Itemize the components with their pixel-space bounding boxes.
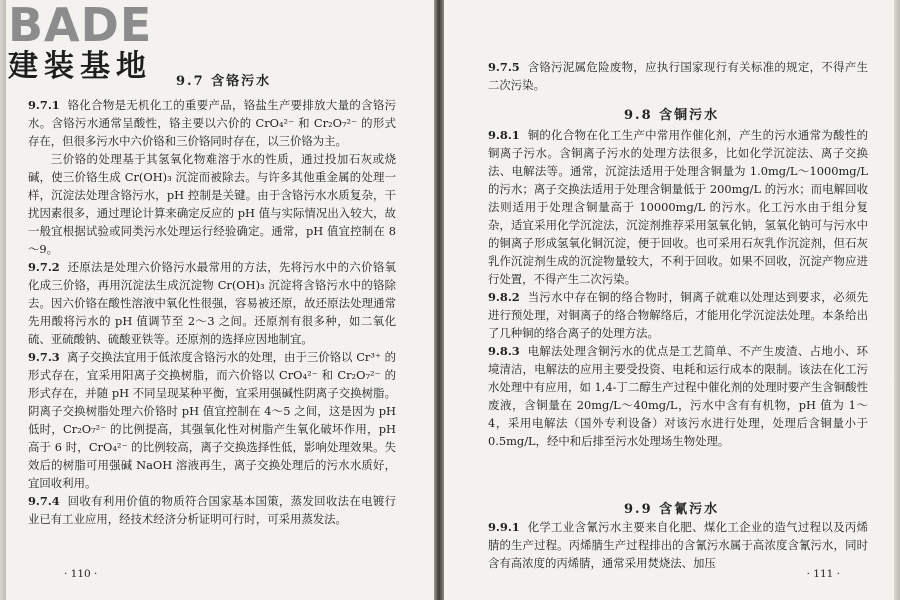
right-top-text [488, 58, 868, 94]
paragraph-9-8-3: 9.8.3 电解法处理含铜污水的优点是工艺简单、不产生废渣、占地小、环境清洁，电解法的应用主要受投资、电耗和运行成本的限制。该法在化工污水处理中有应用，如 1,4-丁二醇生产过程中催化剂的处理时要产生含铜酸性废液，含铜量在 20mg/L～40mg/L，污水中含有有机物，pH 值为 1～4，采用电解法（国外专利设备）对该污水进行处理，处理后含铜量小于 0.5mg/L，经中和后排至污水处理场生物处理。 [488, 344, 868, 448]
paragraph-9-7-1: 9.7.1 铬化合物是无机化工的重要产品，铬盐生产要排放大量的含铬污水。含铬污水通常呈酸性，铬主要以六价的 CrO₄²⁻ 和 Cr₂O₇²⁻ 的形式存在，但很多污水中六价铬和三价铬同时存在，以三价铬为主。 [28, 98, 396, 148]
paragraph-trivalent-chromium: 三价铬的处理基于其氢氧化物难溶于水的性质，通过投加石灰或烧碱，使三价铬生成 Cr(OH)₃ 沉淀而被除去。与许多其他重金属的处理一样，沉淀法处理含铬污水，pH 控制是关键。由于含铬污水水质复杂，干扰因素很多，通过理论计算来确定反应的 pH 值与实际情况出入较大，故一般宜根据试验或同类污水处理运行经验确定。通常，pH 值宜控制在 8～9。 [28, 152, 396, 256]
section-heading-9-8: 9.8 含铜污水 [624, 108, 720, 123]
section-heading-9-7: 9.7 含铬污水 [176, 74, 272, 89]
brand-watermark [8, 2, 152, 84]
page-edge [0, 0, 6, 600]
paragraph-9-7-3: 9.7.3 离子交换法宜用于低浓度含铬污水的处理，由于三价铬以 Cr³⁺ 的形式存在，宜采用阳离子交换树脂，而六价铬以 CrO₄²⁻ 和 Cr₂O₇²⁻ 的形式存在，并随 pH 不同呈现某种平衡，宜采用强碱性阴离子交换树脂。阴离子交换树脂处理六价铬时 pH 值宜控制在 4～5 之间，这是因为 pH 低时，Cr₂O₇²⁻ 的比例提高，其强氧化性对树脂产生氧化破坏作用，pH 高于 6 时，CrO₄²⁻ 的比例较高，离子交换选择性低，影响处理效果。失效后的树脂可用强碱 NaOH 溶液再生，离子交换处理后的污水水质好，宜回收利用。 [28, 350, 396, 490]
paragraph-9-8-1: 9.8.1 铜的化合物在化工生产中常用作催化剂，产生的污水通常为酸性的铜离子污水。含铜离子污水的处理方法很多，比如化学沉淀法、离子交换法、电解法等。通常，沉淀法适用于处理含铜量为 1.0mg/L～1000mg/L 的污水；离子交换法适用于处理含铜量低于 200mg/L 的污水；而电解回收法则适用于处理含铜量高于 10000mg/L 的污水。化工污水由于组分复杂，适宜采用化学沉淀法，沉淀剂推荐采用氢氧化钠，氢氧化钠可与污水中的铜离子形成氢氧化铜沉淀，便于回收。也可采用石灰乳作沉淀剂，但石灰乳作沉淀剂生成的沉淀物量较大，不利于回收。如果不回收，沉淀产物应进行处置，不得产生二次污染。 [488, 128, 868, 286]
paragraph-9-7-4: 9.7.4 回收有利用价值的物质符合国家基本国策，蒸发回收法在电镀行业已有工业应用，经技术经济分析证明可行时，可采用蒸发法。 [28, 494, 396, 526]
brand-logo-cn: 建装基地 [8, 49, 152, 84]
page-edge [894, 0, 900, 600]
brand-logo-en: BADE [8, 0, 153, 52]
paragraph-9-7-2: 9.7.2 还原法是处理六价铬污水最常用的方法，先将污水中的六价铬氧化成三价铬，再用沉淀法生成沉淀物 Cr(OH)₃ 沉淀将含铬污水中的铬除去。因六价铬在酸性溶液中氧化性很强，容易被还原，故还原法处理通常先用酸将污水的 pH 值调节至 2～3 之间。还原剂有很多种，如二氧化硫、亚硫酸钠、硫酸亚铁等。还原剂的选择应因地制宜。 [28, 260, 396, 346]
page-number-right: · 111 · [806, 568, 840, 580]
book-gutter [434, 0, 444, 600]
right-body-text-cyanide [488, 518, 868, 572]
right-body-text-copper [488, 126, 868, 450]
left-page [0, 0, 434, 600]
page-number-left: · 110 · [64, 568, 98, 580]
paragraph-9-9-1: 9.9.1 化学工业含氰污水主要来自化肥、煤化工企业的造气过程以及丙烯腈的生产过程。丙烯腈生产过程排出的含氰污水属于高浓度含氰污水，同时含有高浓度的丙烯腈，通常采用焚烧法、加压 [488, 520, 868, 570]
right-page [444, 0, 900, 600]
section-heading-9-9: 9.9 含氰污水 [624, 502, 720, 517]
left-body-text [28, 96, 396, 528]
paragraph-9-7-5: 9.7.5 含铬污泥属危险废物，应执行国家现行有关标准的规定，不得产生二次污染。 [488, 60, 868, 92]
paragraph-9-8-2: 9.8.2 当污水中存在铜的络合物时，铜离子就难以处理达到要求，必须先进行预处理，对铜离子的络合物解络后，才能用化学沉淀法处理。本条给出了几种铜的络合离子的处理方法。 [488, 290, 868, 340]
